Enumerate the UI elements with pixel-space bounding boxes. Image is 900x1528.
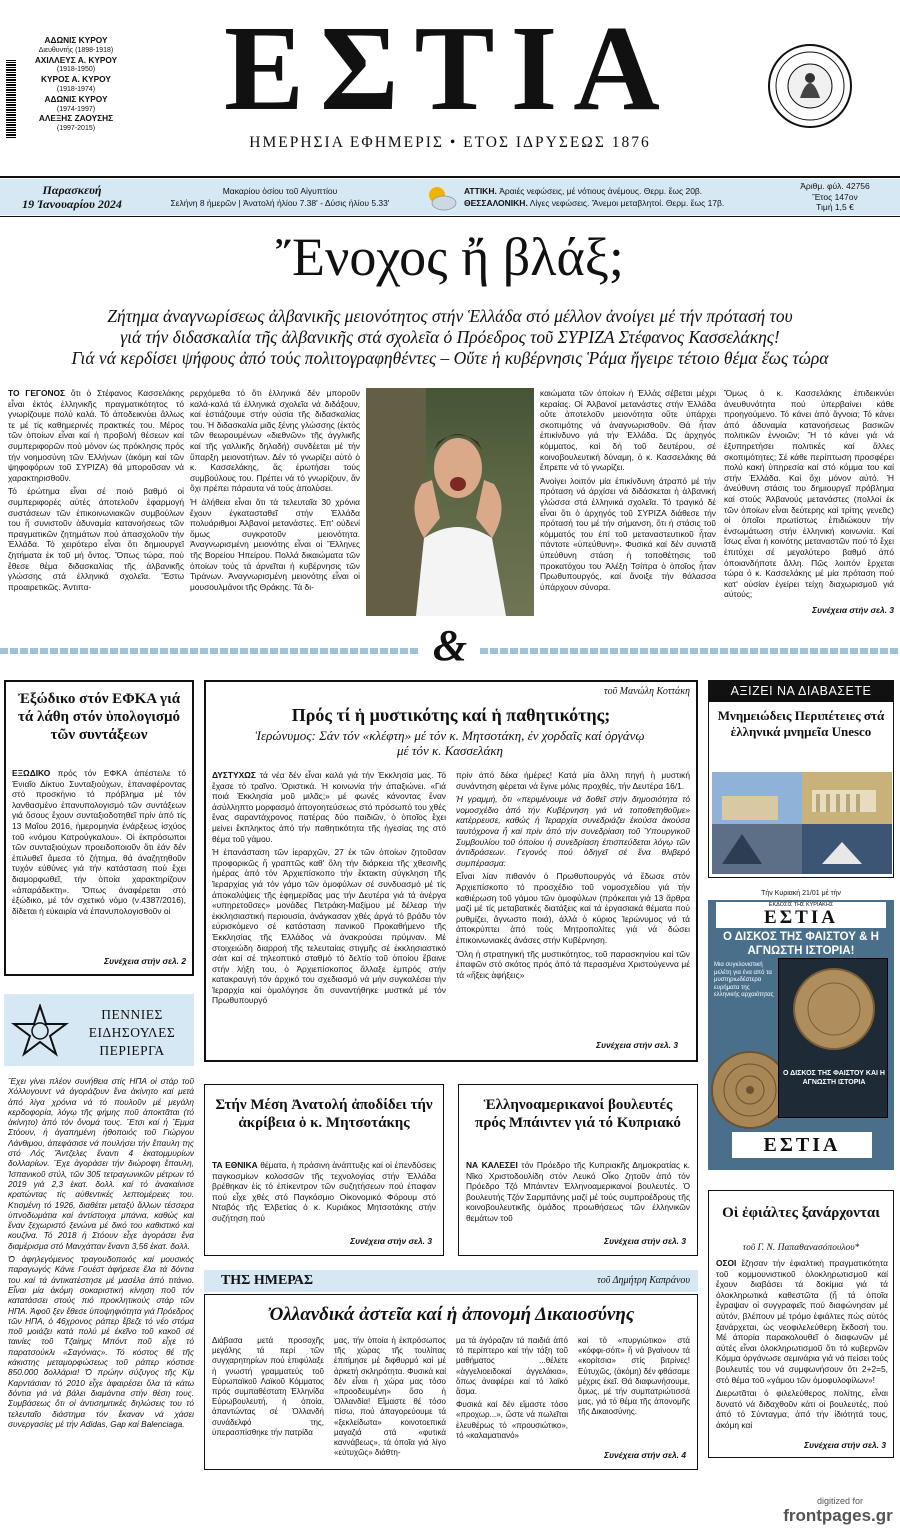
continued-link[interactable]: Συνέχεια στήν σελ. 3 <box>350 1236 432 1246</box>
efialtes-author: τοῦ Γ. Ν. Παπαθανασόπουλου* <box>742 1243 860 1253</box>
axizei-header: ΑΞΙΖΕΙ ΝΑ ΔΙΑΒΑΣΕΤΕ <box>708 680 894 702</box>
article-text: Ὁ ἀφηλεγόμενος τραγουδοποιός καί μουσικός παραγωγός Κάνιε Γουέστ ἀφήρεσε ἕλα τά δόντια του καί τά ἀντικατέστησε μέ μασέλα ἀπό τιτάνιο. Εἶναι μία ἀκόμη σοκαριστική κίνηση ποῦ τόν κατατάσσει στούς πιό προκλητικούς στάρ τῶν ΗΠΑ. Ἀφοῦ ξεν ἔθεσε ὑποψηφιότητα γιά Πρόεδρος τῶν ΗΠΑ, ὁ 46χρονος ράπερ ἔβεζε τό νέο στόμα ποῦ μοιάζει κατά πολύ μέ ἐκεῖνο τοῦ κακοῦ σέ ταινίες τοῦ Τζαίημς Μπόντ ποῦ εἶχε τό παρατσούκλι «Σαγόνιας». Τό κόστος θέ τῆς κάκιστης μεταμορφώσεως τοῦ ράπερ κόστισε 850.000 δολλάρια! Ὁ πρώην σύζυγος τῆς Κίμ Καρντάσιαν τό 2010 εἶχε ἀφαιρέσει ὅλα τά κάτω δόντια γιά νά βάλει διαμάντια στήν θέση τους. Συμβάσεως ὅτι οἱ ἀντισημιτικές δηλώσεις του τό τελευταῖο διάστημα τόν ἔκαναν νά χάσει συνεργασίες μέ τήν Adidas, Gap καί Balenciaga. <box>8 1254 194 1429</box>
efialtes-title: Οἱ ἐφιάλτες ξανάρχονται <box>722 1205 880 1221</box>
issue-block <box>776 181 894 213</box>
ellinoamerikanoi-title: Ἑλληνοαμερικανοί βουλευτές πρός Μπάιντεν γιά τό Κυπριακό <box>475 1097 681 1131</box>
lead-photo <box>366 388 534 616</box>
lead-word: ΔΥΣΤΥΧΩΣ <box>212 770 256 780</box>
article-text: Φυσικά καί δέν εἴμαστε τόσο «προχωρ...», ὥστε νά πωλεῖται ἐλευθέρως τό «προυσιώτικο», τό «καλαματιανό» <box>456 1400 568 1440</box>
article-text: μας, τήν ὁποία ἡ ἐκπρόσωπος τῆς χώρας τῆς τουλίπας ἐπιτίμησε μέ διφθυρμό καί μέ ἀρκετή σκληρότητα. Φυσικά καί δέν εἶναι ἡ χώρα μας τόσο «προοδευμένη» ὅσο ἡ Ὀλλανδία! Εἴμαστε θέ τόσο πίσω, πού ἀπαγορεύουμε τά «ξεκλείδωτα» κοινοτοεπικά μαγαζιά στά «φυτικά καννάβεως», τά ὁποῖα γιά λίγο «εὐτυχῶς» διάθτη- <box>334 1336 446 1458</box>
article-text: τά νέα δέν εἶναι καλά γιά τήν Ἐκκλησία μας. Τό ἔχασε τό τραῖνο. Ὁριστικά. Ἡ κοινωνία τήν ἀπαξιώνει. «Γιά ποιά Ἐκκλησία μοῦ μιλᾶς;» μέ φωνές κάνοντας ἔναν ἀσύλληπτο μορφασμό ἀπογοητεύσεως στό πρόσωπό του χθές ἕνας σαραντάχρονος πατέρας δύο παιδιῶν, ὁ ὁποῖος ἔχει μείνει ἔκπληκτος ἀπό τήν παθητικότητα τῆς ἡγεσίας της στό θέμα τοῦ γάμου. <box>212 770 446 844</box>
lead-column-2 <box>190 388 360 618</box>
efka-body <box>12 768 186 956</box>
continued-link[interactable]: Συνέχεια στήν σελ. 3 <box>596 1040 678 1050</box>
issue-year: Ἔτος 147ον <box>812 191 858 202</box>
lead-column-3 <box>540 388 716 618</box>
promo-blurb: Μια συγκλονιστική μελέτη για ένα από τα μυστηριωδέστερα ευρήματα της ελληνικής αρχαιότητας <box>714 962 774 998</box>
site-label[interactable]: frontpages.gr <box>783 1506 893 1525</box>
imeras-header: ΤΗΣ ΗΜΕΡΑΣ <box>204 1270 330 1292</box>
continued-link[interactable]: Συνέχεια στήν σελ. 4 <box>604 1450 686 1460</box>
article-text: Διάβασα μετά προσοχῆς μεγάλης τά περί τῶν συγχαρητηρίων πού ἐπιφύλαξε ἡ γνωστή γραμματεύς τοῦ Εὐρωπαϊκοῦ Λαϊκοῦ Κόμματος πρός συμπαθέστατη Ἑλληνίδα Εὐρωβουλευτή, ἡ ὁποία, ἀπαντώντας σέ Ὀλλανδή συνάδελφό της, ὑπερασπίσθηκε τήν πατρίδα <box>212 1336 324 1437</box>
article-text: καί τό «πυργιώτικο» στά «κόφφι-σόπ» ἤ νά βγαίνουν τά «κορίτσια» στίς βιτρίνες! Εὐτυχῶς, (ἀκόμη) δέν φθάσαμε μέχρις ἐκεῖ. Θά διαφωνήσουμε, ὅμως, μέ τήν συμπατριώτισσά μας, γιά τό θέμα τῆς ἀπονομῆς τῆς Δικαιοσύνης. <box>578 1336 690 1417</box>
article-text: πρός τόν ΕΦΚΑ ἀπέστειλε τό Ἑνιαῖο Δίκτυο Συνταξιούχων, ἐπαναφέροντας στό προσκήνιο τό πρόβλημα μέ τόν λανθασμένο ἐπανυπολογισμό τῶν συντάξεων γιά ὅσους ἔχουν συνταξιοδοτηθεῖ πρίν ἀπό τίς 13 Μαΐου 2016, ἡμερομηνία ἐνάρξεως ἰσχύος τοῦ «νόμου Κατρούγκαλου». Οἱ ἐκπρόσωποι τῶν συνταξιούχων προειδοποιοῦν ὅτι ἐάν δέν ἐπιλυθεῖ ἄμεσα τό ζήτημα, θά ἀναζητηθοῦν τυχόν εὐθύνες γιά τήν κατάσταση πού ἔχει διαμορφωθεῖ, τήν ὁποία χαρακτηρίζουν «ἀπαράδεκτη». Ὅπως ἀναφέρεται στό ἐξώδικο, μέ τόν σχετικό νόμο (ν.4387/2016), δίδεται ἡ εὐκαιρία νά ἐπανυπολογισθοῦν οἱ <box>12 768 186 916</box>
founder-line: ΑΔΩΝΙΣ ΚΥΡΟΥ <box>44 35 108 45</box>
article-text: Τό ἐρώτημα εἶναι σέ ποιό βαθμό οἱ συμπεριφορές αὐτές ἀποτελοῦν ἐφαρμογή συστάσεων τῶν ἐπικοινωνιακῶν συμβούλων του ἤ συνιστοῦν ἀδυναμία κατανοήσεως τῶν πραγματικῶν ζητημάτων πού ἀπασχολοῦν τήν Ἑλλάδα. Τό χειρότερο εἶναι ὅτι δημιουργεῖ ζητήματα ἐκ τοῦ μή ὄντος. Ὅπως τώρα, πού ἔθεσε θέμα διδασκαλίας τῆς ἀλβανικῆς γλώσσης στά ἑλληνικά σχολεῖα. Ἔστω προαιρετικῶς. Ἀντιπα- <box>8 486 184 592</box>
promo-footer-brand: ΕΣΤΙΑ <box>732 1132 872 1158</box>
founder-line: ΑΛΕΞΗΣ ΖΑΟΥΣΗΣ <box>38 113 114 124</box>
continued-link[interactable]: Συνέχεια στήν σελ. 3 <box>604 1236 686 1246</box>
article-text: ρερχόμεθα τό ὅτι ἑλληνικά δέν μποροῦν καλά-καλά τά ἑλληνικά σχολεῖα νά διδάξουν, καί ἐστιάζουμε στήν οὐσία τῆς διδασκαλίας του. Ἡ διδασκαλία μιᾶς ξένης γλώσσης (ἐκτός τῶν θεωρουμένων «διεθνῶν» τῆς ἀγγλικῆς καί τῆς γαλλικῆς δηλαδή) συνδέεται μέ τήν ὕπαρξη μειονοτήτων. Δέν τό γνωρίζει αὐτό ὁ κ. Κασσελάκης, ἄς ἐρωτήσει τούς συμβούλους του. Πρέπει νά τό γνωρίζουν, ἄν ὄχι πρέπει πάραυτα νά τούς ἀπολύσει. <box>190 388 360 494</box>
day-label: Παρασκευή <box>42 183 102 197</box>
mesanatoli-body <box>212 1160 436 1234</box>
article-text: πρίν ἀπό δέκα ἡμέρες! Κατά μία ἄλλη πηγή ἡ μυστική συνάντηση φέρεται νά ἔγινε μόλις προχθές, τήν Δευτέρα 16/1. <box>456 770 690 791</box>
promo-label: Τήν Κυριακή 21/01 μέ τήν <box>708 888 894 900</box>
article-text: ἔζησαν τήν ἐφιαλτική πραγματικότητα τοῦ κομμουνιστικοῦ ὁλοκληρωτισμοῦ καί ἔχουν διαβάσει τά δοκίμια γιά τά ὁλοκληρωτικά καθεστῶτα (ἤ τά ὁποῖα ἔγραψαν οἱ συγγραφεῖς πού διαφώνησαν μέ αὐτόν, βλέπουν μέ τρόμο ἐφιάλτες πώς αὐτός ξανάρχεται, ὡς νεοφιλελεύθερη ἔκδοσή του. Μέ ἀπορία παρακολουθεῖ ὁ διαφωνῶν μέ αὐτές εἶναι ὁλοκληρωτισμοῦ ὅτι τό κυβερνῶν Κόμμα ὀργάνωσε σεμινάρια γιά νά πείσει τούς βουλευτές του νά συμφωνήσουν ὅτι 2+2=5, στό θέμα τοῦ «γάμου τῶν ὁμοφυλοφίλων»! <box>716 1258 888 1385</box>
imeras-column-1 <box>212 1336 324 1462</box>
ellinoamerikanoi-body <box>466 1160 690 1234</box>
mystic-title: Πρός τί ἡ μυστικότης καί ἡ παθητικότης; <box>291 705 611 725</box>
article-text: καιώματα τῶν ὁποίων ἡ Ἑλλάς σέβεται μέχρι κεραίας. Οἱ Ἀλβανοί μετανάστες στήν Ἑλλάδα οὔτε ἀποτελοῦν μειονότητα οὔτε ὑπάρχει σκοπιμότης νά ἀναγνωρισθοῦν. Θά ἦταν ἐπικίνδυνο γιά τήν Ἑλλάδα. Ὡς ἀρχηγός κόμματος, καί δή τοῦ δευτέρου, σέ κοινοβουλευτική δύναμη, ὁ κ. Κασσελάκης θά ἔπρεπε νά τό γνωρίζει. <box>540 388 716 473</box>
penies-body <box>8 1076 194 1506</box>
lead-column-1 <box>8 388 184 618</box>
lead-headline: Ἔνοχος ἤ βλάξ; <box>276 227 624 287</box>
mystic-column-1 <box>212 770 446 1046</box>
weather-block <box>464 185 764 209</box>
article-text: μα τά ἀγόραζαν τά παιδιά ἀπό τό περίπτερο καί τήν τάξη τοῦ μαθήματος ...θέλετε «ἀγγελιοειδοκαί ἀγγελάκια», ὅπως ἀναφέρει καί τό λαϊκό ἄσμα. <box>456 1336 568 1397</box>
date-block <box>14 183 130 211</box>
promo-headline: Ο ΔΙΣΚΟΣ ΤΗΣ ΦΑΙΣΤΟΥ & Η ΑΓΝΩΣΤΗ ΙΣΤΟΡΙΑ! <box>723 931 879 957</box>
imeras-title: Ὀλλανδικά ἀστεῖα καί ἡ ἀπονομή Δικαιοσύνης <box>267 1304 635 1325</box>
moon-label: Σελήνη 8 ἡμερῶν | Ἀνατολή ἡλίου 7.38' - Δύσις ἡλίου 5.33' <box>170 198 390 208</box>
founder-line: ΚΥΡΟΣ Α. ΚΥΡΟΥ <box>41 74 111 85</box>
founders-list <box>12 36 140 134</box>
article-text: Ὅμως ὁ κ. Κασσελάκης ἐπιδεικνύει ἀνευθυνότητα πού ὑπερβαίνει κάθε προηγούμενο. Τό κάνει ἀπό ἄγνοια; Τό κάνει ἀπό ἀδυναμία κατανοήσεως βασικῶν πολιτικῶν ἐννοιῶν; Ἤ τό κάνει γιά νά ἐξυπηρετήσει πολιτικές καί ἄλλες σκοπιμότητες; Σέ κάθε περίπτωση προσφέρει πολύ κακή ὑπηρεσία καί στό κόμμα του καί στήν Ἑλλάδα. Καί ὄχι μόνον αὐτό. Ἡ ἀνεύθυνη στάσις του δημιουργεῖ πρόβλημα καί στούς Ἀλβανούς μετανάστες (πολλοί ἐκ τῶν ὁποίων εἶναι δεύτερης καί τρίτης γενεᾶς) οἱ ὁποῖοι πρωτίστως ἐπιδιώκουν τήν ἐνσωμάτωση στήν ἑλληνική κοινωνία. Καί ἴσως εἶναι ἡ κοινότης μεταναστῶν πού τό ἔχει ἐπιτύχει σέ μεγαλύτερο βαθμό ἀπό ὁποιανδήποτε ἄλλη. Πῶς λοιπόν ἔρχεται τώρα ὁ κ. Κασσελάκης μέ μία πρόταση πού κατ' οὐσίαν ἐγείρει τείχη διαχωρισμοῦ γιά αὐτούς; <box>724 388 894 600</box>
founder-line: Διευθυντής (1898-1918) <box>38 46 114 54</box>
article-text: Ἡ ἐπανάσταση τῶν ἱεραρχῶν, 27 ἐκ τῶν ὁποίων ζητοῦσαν προφορικῶς ἤ γραπτῶς καθ' ὅλη τήν διάρκεια τῆς χθεσινῆς ἡμέρας ἀπό τόν Ἀρχιεπίσκοπο τήν ἔκτακτη σύγκληση τῆς Ἱεραρχίας γιά τόν γάμο τῶν ὁμοφύλων σέ συνδυασμό μέ τίς ἀποκαλύψεις τῆς ἐφημερίδας μας τήν Δευτέρα γιά τά ἀνέργα «υπηρετοῦσες» μονάδες Πετράκη-Μαξίμου μέ δέλεαρ τήν ἐκκλησιαστική περιουσία, ἀνάγκασαν χθές ἀργά τό βράδυ τόν εὐρισκόμενο σέ κατάσταση πανικοῦ Προκαθήμενο τῆς Ἐκκλησίας τῆς Ἑλλάδος νά ἀνακρούσει πρύμναν. Μέ στοιχειώδη διαρροή τῆς τελευταίας στιγμῆς σέ ἐκκλησιαστικό σάιτ καί σέ τηλεοπτικό σταθμό τό δελτίο τοῦ ὁποίου ἔβαινε στήν λήξη του, ὁ Ἀρχιεπίσκοπος ἄλλαξε ἐμπρός στήν κατακραυγή τόν ἀρχικό του σχεδιασμό νά μήν συγκαλέσει τήν Ἱεραρχία καί ὁμολόγησε ὅτι συναντήθηκε μυστικά μέ τόν Πρωθυπουργό <box>212 847 446 1006</box>
continued-link[interactable]: Συνέχεια στήν σελ. 3 <box>812 605 894 615</box>
author-label: τοῦ Μανώλη Κοττάκη <box>603 686 690 697</box>
deck-line: Ζήτημα ἀναγνωρίσεως ἀλβανικῆς μειονότητος στήν Ἑλλάδα στό μέλλον ἀνοίγει μέ τήν πρότασή του <box>107 306 793 326</box>
date-label: 19 Ἰανουαρίου 2024 <box>22 197 122 211</box>
penies-icon <box>10 1004 70 1058</box>
article-text: τόν Πρόεδρο τῆς Κυπριακῆς Δημοκρατίας κ. Νῖκο Χριστοδουλίδη στόν Λευκό Οἶκο ζητοῦν ἀπό τόν Πρόεδρο Τζό Μπάιντεν Ἑλληνοαμερικανοί βουλευτές. Ὁ βουλευτής Τζόν Σαρμπάνης μαζί μέ τούς συμπροέδρους τῆς κοινοβουλευτικῆς ὁμάδος προωθήσεως τῶν ἑλληνικῶν θεμάτων τοῦ <box>466 1160 690 1223</box>
article-text: θέματα, ἡ πράσινη ἀνάπτυξις καί οἱ ἐπενδύσεις παγκοσμίων κολοσσῶν τῆς τεχνολογίας στήν Ἑλλάδα βρέθηκαν ἐίς τό ἐπίκεντρον τῶν συζητήσεων πού ἐπαφαν πού εἶχε χθές στό Παγκόσμιο Οἰκονομικό Φόρουμ στό Νταβός τῆς Ἑλβετίας ὁ κ. Κυριάκος Μητσοτάκης στήν συζήτηση πού <box>212 1160 436 1223</box>
founder-line: (1918-1950) <box>56 66 96 74</box>
founder-line: (1997-2015) <box>56 125 96 133</box>
issue-price: Τιμή 1,5 € <box>816 202 854 212</box>
issue-number: Ἀριθμ. φύλ. 42756 <box>800 181 870 191</box>
article-text: Ἡ γραμμή, ὅτι «περιμένουμε νά δοθεῖ στήν δημοσιότητα τό νομοσχέδιο ἀπό τήν Κυβέρνηση γιά νά τοποθετηθοῦμε» κατέρρευσε, καθώς ἡ Ἱεραρχία συνεδριάζει ἐκούσα ἀκούσα ταυτόχρονα ἤ καί πρίν ἀπό τήν συνεδρίαση τοῦ Ὑπουργικοῦ Συμβουλίου τοῦ ὁποίου ἡ συνεδρίαση ἐπισπεύδεται λόγῳ τῶν ἀντιδράσεων. Γεγονός πού ὁδηγεῖ σέ ἕνα θλιβερό συμπέρασμα: <box>456 794 690 868</box>
deck-line: Γιά νά κερδίσει ψήφους ἀπό τούς πολιτογραφηθέντες – Οὔτε ἡ κυβέρνησις Ῥάμα ἤγειρε τέτοιο θέμα ἕως τώρα <box>71 348 829 368</box>
article-text: Εἶναι λίαν πιθανόν ὁ Πρωθυπουργός νά ἔδωσε στόν Ἀρχιεπίσκοπο τό προσχέδιο τοῦ νομοσχεδίου γιά τήν καθιέρωση τοῦ γάμου τῶν ὁμοφύλων (πρόκειται γιά 13 ἄρθρα μαζί μέ τίς μεταβατικές διατάξεις καί τά ἐργασιακά θέματα πού ρυθμίζει, ἄγνωστο ποιά), ἀλλά ὁ κύριος Ἱερώνυμος νά τά ἀποκρύπτει ἀπό τούς Μητροπολίτες γιά νά δώσει ἐπικοινωνιακές ἀνάσες στήν Κυβέρνηση. <box>456 871 690 945</box>
mesanatoli-title: Στήν Μέση Ἀνατολή ἀποδίδει τήν ἀκρίβεια ὁ κ. Μητσοτάκης <box>215 1097 433 1131</box>
promo-brand <box>716 902 886 928</box>
promo-brand-name: ΕΣΤΙΑ <box>764 907 838 928</box>
founder-line: (1974-1997) <box>56 105 96 113</box>
efka-title: Ἐξώδικο στόν ΕΦΚΑ γιά τά λάθη στόν ὑπολογισμό τῶν συντάξεων <box>17 691 181 743</box>
imeras-column-4 <box>578 1336 690 1446</box>
lead-word: ΤΟ ΓΕΓΟΝΟΣ <box>8 388 66 398</box>
seal-icon <box>768 44 852 128</box>
article-text: ὅτι ὁ Στέφανος Κασσελάκης εἶναι ἐκτός ἑλληνικῆς πραγματικότητος τό γνωρίζουμε πολύ καλά. Τό ἀποδεικνύει ἄλλως τε μέ τίς καθημερινές πρακτικές του. Μέρος τῶν ὁποίων εἶναι καί ἡ προβολή θέσεων καί συμπεριφορῶν πού μόνον ὡς πρόκλησις πρός τήν νοημοσύνη τῶν Ἑλλήνων (ἀκόμη καί τῶν ψηφοφόρων τοῦ ΣΥΡΙΖΑ) θά μποροῦσαν νά χαρακτηρισθοῦν. <box>8 388 184 483</box>
book-cover <box>778 958 888 1118</box>
masthead-title: ΕΣΤΙΑ <box>224 0 676 136</box>
deck-line: γιά τήν διδασκαλία τῆς ἀλβανικῆς στά σχολεῖα ὁ Πρόεδρος τοῦ ΣΥΡΙΖΑ Στέφανος Κασσελάκης! <box>120 327 780 347</box>
calendar-block <box>150 185 410 209</box>
ampersand-mark: & <box>420 622 480 670</box>
weather-icon <box>424 184 458 212</box>
masthead-subtitle: ΗΜΕΡΗΣΙΑ ΕΦΗΜΕΡΙΣ • ΕΤΟΣ ΙΔΡΥΣΕΩΣ 1876 <box>249 134 651 151</box>
info-rule <box>0 216 900 217</box>
article-text: Ἔχει γίνει πλέον συνήθεια στίς ΗΠΑ οἱ στάρ τοῦ Χόλλυγουντ νά ἀγοράζουν ἕνα ἀκίνητο καί μετά ἀπό λίγα χρόνια νά τό πουλοῦν μέ μεγάλη κερδοφορία, λόγῳ τῆς φήμης ποῦ ἀποκτᾶται (τό ἀκίνητο) ἀπό τόν ὄνομά τους. Ἔτσι καί ἡ Ἔμμα Στόουν, ἡ ἀγαπημένη ἠθοποιός τοῦ Γιώργου Λάνθιμου, ἀπεφάσισε νά πουλήσει τήν ἔπαυλη της στό Λός Ἄντζελες ἔναντι 4 ἑκατομμυρίων δολλαρίων. Ἔχε ἀγοράσει τήν διώροφη ἔπαυλη, Ἰσπανικοῦ στύλ, τῶν 305 τετραγωνικῶν μέτρων τό 2019 γιά 2,3 ἑκατ. δολλ. καί τό ἀνακαίνισε κρατώντας τίς αὐθεντικές λεπτομέρειες του. Κτισμένη τό 1926, διαθέτει μεταξύ ἄλλων τέσσερα ὑπνοδωμάτια καί ἀντίστοιχα μπάνια, καθώς καί ἕναν ξεχωριστό ξενώνα μέ δικό του καθιστικό καί κουζίνα. Τό 2018 ἡ Στόουν εἶχε ἀγοράσει ἕνα διαμέρισμα στό Μανχάτταν ἔναντι 3,56 ἑκατ. δολλ. <box>8 1076 194 1251</box>
digitized-label: digitized for <box>816 1496 864 1506</box>
axizei-title: Μνημειώδεις Περιπέτειες στά ἑλληνικά μνημεῖα Unesco <box>717 708 885 739</box>
founder-line: ΑΧΙΛΛΕΥΣ Α. ΚΥΡΟΥ <box>34 54 118 65</box>
article-text: Ἀνοίγει λοιπόν μία ἐπικίνδυνη ἀτραπό μέ τήν πρόταση νά ἀρχίσει νά διδάσκεται ἡ ἀλβανική γλώσσα στά ἑλληνικά σχολεῖα. Τό τραγικό δέ εἶναι ὅτι ὁ ἀρχηγός τοῦ ΣΥΡΙΖΑ διάθεσε τήν πρότασή του μέ τήν σήμανση, ὅτι ἡ στάσις τοῦ κόμματός του ἐπί τοῦ μεταναστευτικοῦ ἦταν πάντοτε «ὑπεύθυνη». Φυσικά καί δέν συνιστᾶ ὑπεύθυνη στάση ἡ τοποθέτησις τοῦ προκατόχου του Ἀλέξη Τσίπρα ὁ ὁποῖος ἦταν Πρωθυπουργός, καί ἄνοιξε τήν θάλασσα ὑπάρχουν σύνορα. <box>540 475 716 592</box>
lead-word: ΟΣΟΙ <box>716 1258 737 1268</box>
promo-brand-sub: ΕΚΔΟΣΙΣ ΤΗΣ ΚΥΡΙΑΚΗΣ <box>768 902 834 908</box>
weather-region: ΘΕΣΣΑΛΟΝΙΚΗ. <box>464 198 528 208</box>
imeras-column-2 <box>334 1336 446 1462</box>
lead-word: ΝΑ ΚΑΛΕΣΕΙ <box>466 1160 518 1170</box>
article-text: Ἡ ἀλήθεια εἶναι ὅτι τά τελευταῖα 30 χρόνια ἔχουν ἐγκατασταθεῖ στήν Ἑλλάδα πολυάριθμοι Ἀλβανοί μετανάστες. Ἐπ' οὐδενί ὅμως συγκροτοῦν μειονότητα. Ἀναγνωρισμένη μειονότης εἶναι οἱ Ἕλληνες τῆς Βορείου Ἠπείρου. Πολλά δικαιώματα τῶν ὁποίων τούς τά ἀρνεῖται ἡ κυβέρνησις τῶν Τιράνων. Ἀναγνωρισμένη μειονότης εἶναι οἱ μουσουλμάνοι τῆς Θράκης. Τά δι- <box>190 496 360 592</box>
article-text: Διερωτᾶται ὁ φιλελεύθερος πολίτης, εἶναι δυνατό νά διδαχθοῦν κάτι οἱ βουλευτές, πού ἀπό τό Σύνταγμα, ἀπό τήν ἰδιότητά τους, ἀκόμη καί <box>716 1388 888 1430</box>
mystic-column-2 <box>456 770 690 1036</box>
weather-text: Ἀραιές νεφώσεις, μέ νότιους ἀνέμους. Θερμ. ἕως 20β. <box>499 186 703 196</box>
book-title: Ο ΔΙΣΚΟΣ ΤΗΣ ΦΑΙΣΤΟΥ ΚΑΙ Η ΑΓΝΩΣΤΗ ΙΣΤΟΡΙΑ <box>783 1070 885 1086</box>
lead-word: ΤΑ ΕΘΝΙΚΑ <box>212 1160 258 1170</box>
lead-column-4 <box>724 388 894 606</box>
lead-word: ΕΞΩΔΙΚΟ <box>12 768 51 778</box>
barcode-icon <box>6 60 16 138</box>
continued-link[interactable]: Συνέχεια στήν σελ. 3 <box>804 1440 886 1450</box>
article-text: Ὅλη ἡ στρατηγική τῆς μυστικότητος, τοῦ παρασκηνίου καί τῶν ἐπαφῶν στό σκότος πρός ἀπό τά περασμένα Χριστούγεννα μέ τά «ἤξεις ἀφήξεις» <box>456 948 690 980</box>
weather-region: ΑΤΤΙΚΗ. <box>464 186 497 196</box>
imeras-author: τοῦ Δημήτρη Καπράνου <box>597 1275 690 1286</box>
continued-link[interactable]: Συνέχεια στήν σελ. 2 <box>104 956 186 966</box>
efialtes-body <box>716 1258 888 1438</box>
top-rule <box>0 176 900 178</box>
lead-deck <box>6 306 894 369</box>
mystic-deck: Ἱερώνυμος: Σάν τόν «κλέφτη» μέ τόν κ. Μητσοτάκη, ἐν χορδαῖς καί ὀργάνῳ μέ τόν κ. Κασσελάκη <box>255 728 645 758</box>
saint-label: Μακαρίου ὁσίου τοῦ Αἰγυπτίου <box>222 186 338 196</box>
imeras-column-3 <box>456 1336 568 1462</box>
monuments-photo <box>712 772 892 874</box>
penies-title: ΠΕΝΝΙΕΣ ΕΙΔΗΣΟΥΛΕΣ ΠΕΡΙΕΡΓΑ <box>88 1007 176 1058</box>
weather-text: Λίγες νεφώσεις. Ἄνεμοι μεταβλητοί. Θερμ. ἕως 17β. <box>529 198 725 208</box>
founder-line: (1918-1974) <box>56 85 96 93</box>
founder-line: ΑΔΩΝΙΣ ΚΥΡΟΥ <box>44 93 108 104</box>
